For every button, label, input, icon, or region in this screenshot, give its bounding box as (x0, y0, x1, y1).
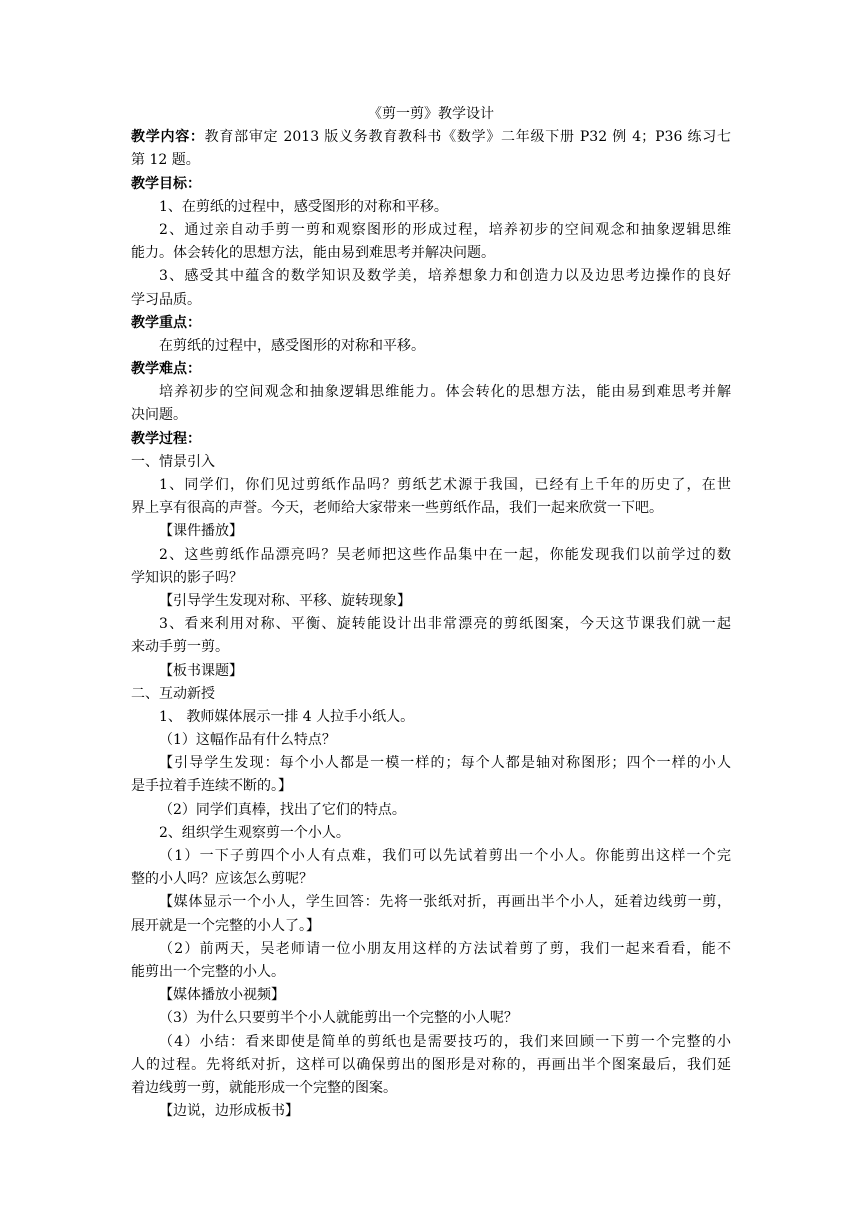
note-5: 【边说，边形成板书】 (159, 1103, 299, 1120)
item-2-2-cont: 能剪出一个完整的小人。 (131, 963, 285, 980)
key-text: 在剪纸的过程中，感受图形的对称和平移。 (159, 337, 425, 354)
section-2-heading: 二、互动新授 (131, 685, 215, 702)
document-title: 《剪一剪》教学设计 (368, 106, 494, 122)
difficulty-text-cont: 决问题。 (131, 407, 187, 424)
item-2-1: （1）一下子剪四个小人有点难，我们可以先试着剪出一个小人。你能剪出这样一个完 (159, 848, 731, 864)
note-2: 【引导学生发现对称、平移、旋转现象】 (159, 592, 411, 609)
paragraph-3: 3、看来利用对称、平衡、旋转能设计出非常漂亮的剪纸图案，今天这节课我们就一起 (159, 616, 731, 633)
paragraph-1-cont: 界上享有很高的声誉。今天，老师给大家带来一些剪纸作品，我们一起来欣赏一下吧。 (131, 500, 663, 517)
process-heading: 教学过程： (131, 430, 201, 447)
difficulty-heading: 教学难点： (131, 361, 201, 378)
item-2-4-cont-2: 着边线剪一剪，就能形成一个完整的图案。 (131, 1079, 397, 1096)
content-label: 教学内容： (131, 129, 205, 146)
item-1-guide-cont: 是手拉着手连续不断的。】 (131, 778, 292, 795)
item-2-1-cont: 整的小人吗？应该怎么剪呢？ (131, 871, 313, 888)
paragraph-3-cont: 来动手剪一剪。 (131, 639, 229, 656)
goal-3-cont: 学习品质。 (131, 291, 201, 308)
section-1-heading: 一、情景引入 (131, 453, 215, 470)
item-2-3: （3）为什么只要剪半个小人就能剪出一个完整的小人呢？ (159, 1010, 518, 1027)
item-2-2: （2）前两天，吴老师请一位小朋友用这样的方法试着剪了剪，我们一起来看看，能不 (159, 940, 731, 957)
goal-1: 1、在剪纸的过程中，感受图形的对称和平移。 (159, 198, 448, 215)
item-2-4-cont-1: 人的过程。先将纸对折，这样可以确保剪出的图形是对称的，再画出半个图案最后，我们延 (131, 1056, 731, 1073)
content-line (131, 126, 731, 149)
paragraph-2: 2、这些剪纸作品漂亮吗？吴老师把这些作品集中在一起，你能发现我们以前学过的数 (159, 546, 731, 563)
item-1: 1、 教师媒体展示一排 4 人拉手小纸人。 (159, 708, 415, 725)
paragraph-2-cont: 学知识的影子吗？ (131, 569, 243, 586)
item-1-guide: 【引导学生发现：每个小人都是一模一样的；每个人都是轴对称图形；四个一样的小人 (159, 755, 731, 772)
goals-heading: 教学目标： (131, 175, 201, 192)
paragraph-1: 1、同学们，你们见过剪纸作品吗？剪纸艺术源于我国，已经有上千年的历史了，在世 (159, 477, 731, 493)
note-4: 【媒体播放小视频】 (159, 987, 285, 1004)
key-heading: 教学重点： (131, 314, 201, 331)
item-2: 2、组织学生观察剪一个小人。 (159, 824, 350, 841)
note-1: 【课件播放】 (159, 523, 243, 540)
content-line-cont: 第 12 题。 (131, 152, 200, 169)
goal-2: 2、通过亲自动手剪一剪和观察图形的形成过程，培养初步的空间观念和抽象逻辑思维 (159, 221, 731, 238)
item-2-media-cont: 展开就是一个完整的小人了。】 (131, 917, 320, 934)
difficulty-text: 培养初步的空间观念和抽象逻辑思维能力。体会转化的思想方法，能由易到难思考并解 (159, 384, 731, 401)
item-2-4: （4）小结：看来即使是简单的剪纸也是需要技巧的，我们来回顾一下剪一个完整的小 (159, 1033, 731, 1050)
document-page (131, 103, 731, 1123)
item-1-1: （1）这幅作品有什么特点？ (159, 732, 336, 749)
content-text: 教育部审定 2013 版义务教育教科书《数学》二年级下册 P32 例 4；P36 练习七 (204, 129, 731, 146)
item-2-media: 【媒体显示一个小人，学生回答：先将一张纸对折，再画出半个小人，延着边线剪一剪， (159, 894, 731, 911)
goal-2-cont: 能力。体会转化的思想方法，能由易到难思考并解决问题。 (131, 245, 495, 262)
goal-3: 3、感受其中蕴含的数学知识及数学美，培养想象力和创造力以及边思考边操作的良好 (159, 268, 731, 285)
item-1-2: （2）同学们真棒，找出了它们的特点。 (159, 801, 406, 818)
note-3: 【板书课题】 (159, 662, 243, 679)
